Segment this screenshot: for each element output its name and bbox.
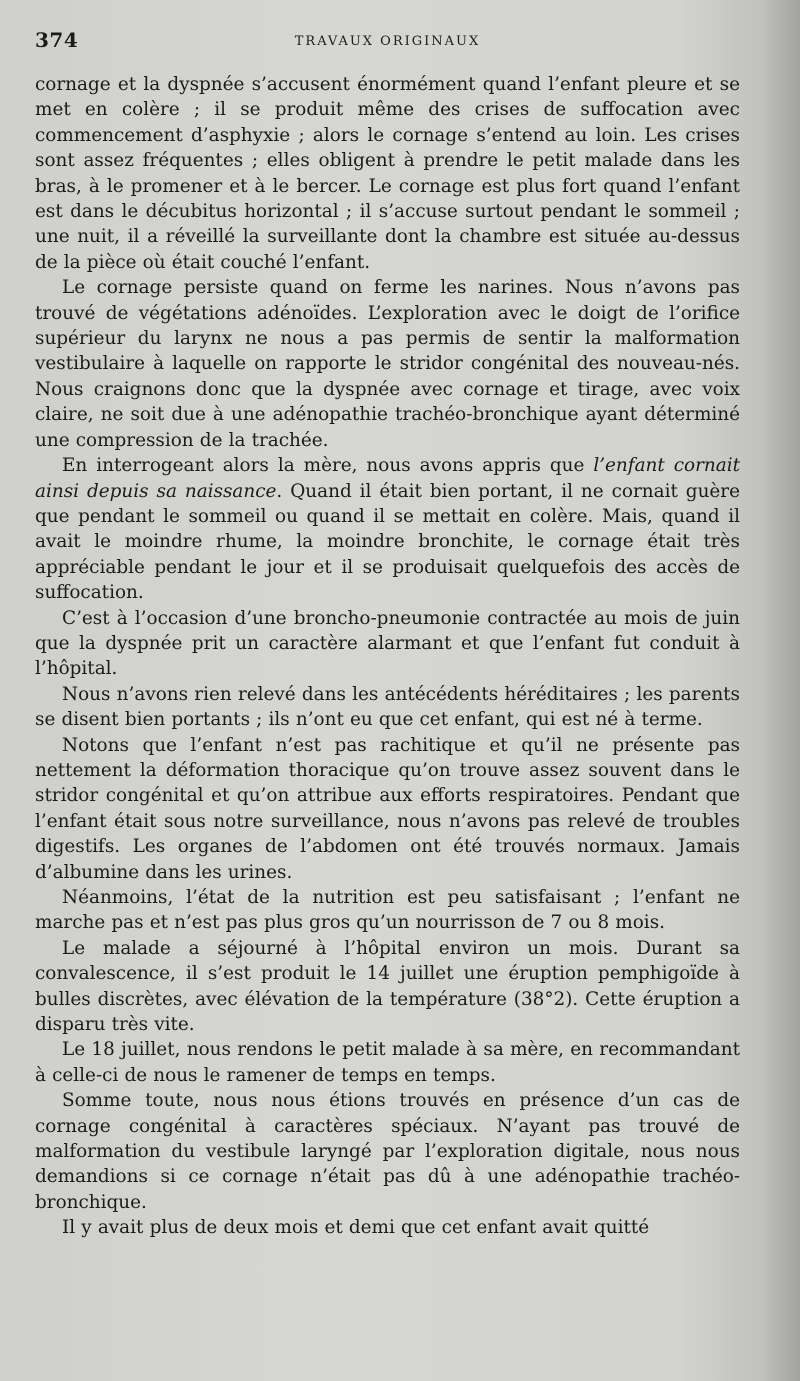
- page-edge-shadow: [760, 0, 800, 1381]
- paragraph-text: Nous n’avons rien relevé dans les antécédents héréditaires ; les parents se disent bien portants ; ils n’ont eu que cet enfant, qui est né à terme.: [35, 683, 740, 731]
- paragraph-text: Notons que l’enfant n’est pas rachitique et qu’il ne présente pas nettement la déformation thoracique qu’on trouve assez souvent dans le stridor congénital et qu’on attribue aux efforts respiratoires. Pendant que l’enfant était sous notre surveillance, nous n’avons pas relevé de troubles digestifs. Les organes de l’abdomen ont été trouvés normaux. Jamais d’albumine dans les urines.: [35, 734, 740, 883]
- paragraph: [35, 885, 740, 936]
- paragraph-text: Somme toute, nous nous étions trouvés en présence d’un cas de cornage congénital à caractères spéciaux. N’ayant pas trouvé de malformation du vestibule laryngé par l’exploration digitale, nous nous demandions si ce cornage n’était pas dû à une adénopathie trachéo-bronchique.: [35, 1090, 740, 1213]
- paragraph: [35, 1215, 740, 1240]
- italic-text: l’enfant cornait ainsi depuis sa naissance: [35, 455, 740, 502]
- paragraph-text: Le cornage persiste quand on ferme les narines. Nous n’avons pas trouvé de végétations adénoïdes. L’exploration avec le doigt de l’orifice supérieur du larynx ne nous a pas permis de sentir la malformation vestibulaire à laquelle on rapporte le stridor congénital des nouveau-nés. Nous craignons donc que la dyspnée avec cornage et tirage, avec voix claire, ne soit due à une adénopathie trachéo-bronchique ayant déterminé une compression de la trachée.: [35, 277, 740, 451]
- paragraph: [35, 1037, 740, 1088]
- paragraph: [35, 936, 740, 1038]
- paragraph: [35, 1088, 740, 1215]
- paragraph: [35, 733, 740, 885]
- paragraph-text: Néanmoins, l’état de la nutrition est peu satisfaisant ; l’enfant ne marche pas et n’est pas plus gros qu’un nourrisson de 7 ou 8 mois.: [35, 887, 740, 934]
- paragraph: [35, 453, 740, 605]
- paragraph-text: . Quand il était bien portant, il ne cornait guère que pendant le sommeil ou quand il se mettait en colère. Mais, quand il avait le moindre rhume, la moindre bronchite, le cornage était très appréciable pendant le jour et il se produisait quelquefois des accès de suffocation.: [35, 480, 740, 604]
- paragraph-text: Il y avait plus de deux mois et demi que cet enfant avait quitté: [62, 1217, 650, 1239]
- page-number: 374: [35, 28, 79, 52]
- paragraph-text: C’est à l’occasion d’une broncho-pneumonie contractée au mois de juin que la dyspnée prit un caractère alarmant et que l’enfant fut conduit à l’hôpital.: [35, 607, 740, 680]
- paragraph: [35, 682, 740, 733]
- paragraph: [35, 275, 740, 453]
- paragraph-text: cornage et la dyspnée s’accusent énormément quand l’enfant pleure et se met en colère ; il se produit même des crises de suffocation avec commencement d’asphyxie ; alors le cornage s’entend au loin. Les crises sont assez fréquentes ; elles obligent à prendre le petit malade dans les bras, à le promener et à le bercer. Le cornage est plus fort quand l’enfant est dans le décubitus horizontal ; il s’accuse surtout pendant le sommeil ; une nuit, il a réveillé la surveillante dont la chambre est située au-dessus de la pièce où était couché l’enfant.: [35, 74, 740, 273]
- paragraph-text: Le 18 juillet, nous rendons le petit malade à sa mère, en recommandant à celle-ci de nous le ramener de temps en temps.: [35, 1039, 740, 1086]
- running-title: TRAVAUX ORIGINAUX: [294, 34, 481, 49]
- page-header: [35, 28, 740, 58]
- paragraph: [35, 72, 740, 275]
- body-text: [35, 72, 740, 1241]
- paragraph: [35, 606, 740, 682]
- paragraph-text: En interrogeant alors la mère, nous avons appris que: [62, 455, 594, 477]
- paragraph-text: Le malade a séjourné à l’hôpital environ un mois. Durant sa convalescence, il s’est produit le 14 juillet une éruption pemphigoïde à bulles discrètes, avec élévation de la température (38°2). Cette éruption a disparu très vite.: [35, 937, 740, 1036]
